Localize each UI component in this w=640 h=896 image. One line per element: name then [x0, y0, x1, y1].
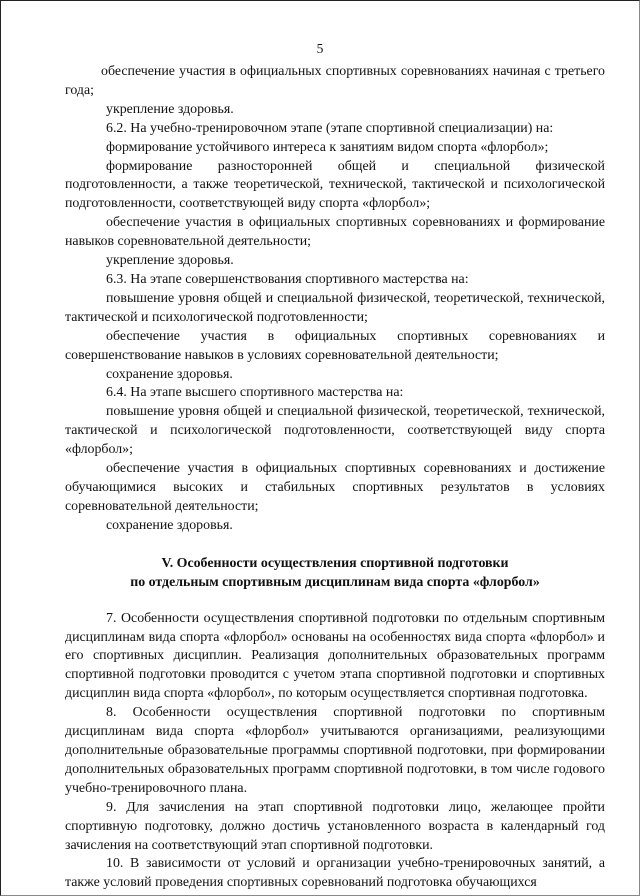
paragraph: 6.3. На этапе совершенствования спортивного мастерства на: [106, 271, 469, 287]
paragraph: обеспечение участия в официальных спортивных соревнованиях и достижение обучающимися высоких и стабильных спортивных результатов в условиях соревновательной деятельности; [65, 461, 605, 514]
paragraph: 6.4. На этапе высшего спортивного мастерства на: [106, 385, 404, 401]
paragraph: обеспечение участия в официальных спортивных соревнованиях и совершенствование навыков в условиях соревновательной деятельности; [65, 328, 605, 363]
paragraph: 6.2. На учебно-тренировочном этапе (этапе спортивной специализации) на: [106, 120, 554, 136]
paragraph: 8. Особенности осуществления спортивной подготовки по спортивным дисциплинам вида спорта «флорбол» учитываются организациями, реализующими дополнительные образовательные программы спортивной подготовки, при формировании дополнительных образовательных программ спортивной подготовки, в том числе годового учебно-тренировочного плана. [65, 705, 605, 796]
paragraph: повышение уровня общей и специальной физической, теоретической, технической, тактической и психологической подготовленности, соответствующей виду спорта «флорбол»; [65, 404, 605, 458]
paragraph: повышение уровня общей и специальной физической, теоретической, технической, тактической и психологической подготовленности; [65, 290, 605, 325]
paragraph: укрепление здоровья. [106, 101, 234, 117]
paragraph: сохранение здоровья. [106, 517, 233, 533]
features-section [65, 610, 605, 894]
paragraph: формирование разносторонней общей и специальной физической подготовленности, а также теоретической, технической, тактической и психологической подготовленности, соответствующей виду спорта «флорбол»; [65, 158, 605, 212]
document-body [65, 63, 605, 893]
paragraph: обеспечение участия в официальных спортивных соревнованиях и формирование навыков соревновательной деятельности; [65, 215, 605, 250]
section-heading-line-1: V. Особенности осуществления спортивной подготовки [161, 555, 509, 571]
paragraph: 7. Особенности осуществления спортивной подготовки по отдельным спортивным дисциплинам вида спорта «флорбол» основаны на особенностях вида спорта «флорбол» и его спортивных дисциплин. Реализация дополнительных образовательных программ спортивной подготовки проводится с учетом этапа спортивной подготовки и спортивных дисциплин вида спорта «флорбол», по которым осуществляется спортивная подготовка. [65, 610, 605, 702]
paragraph: сохранение здоровья. [106, 366, 233, 382]
section-heading-line-2: по отдельным спортивным дисциплинам вида спорта «флорбол» [130, 574, 540, 590]
paragraph: укрепление здоровья. [106, 253, 234, 269]
paragraph: обеспечение участия в официальных спортивных соревнованиях начиная с третьего года; [65, 64, 605, 98]
paragraph: 9. Для зачисления на этап спортивной подготовки лицо, желающее пройти спортивную подготовку, должно достичь установленного возраста в календарный год зачисления на соответствующий этап спортивной подготовки. [65, 799, 605, 853]
paragraph: формирование устойчивого интереса к занятиям видом спорта «флорбол»; [106, 139, 549, 155]
goals-section [65, 63, 605, 536]
page-number: 5 [316, 41, 324, 56]
paragraph: 10. В зависимости от условий и организации учебно-тренировочных занятий, а также условий проведения спортивных соревнований подготовка обучающихся [65, 856, 605, 891]
section-heading [65, 554, 605, 592]
